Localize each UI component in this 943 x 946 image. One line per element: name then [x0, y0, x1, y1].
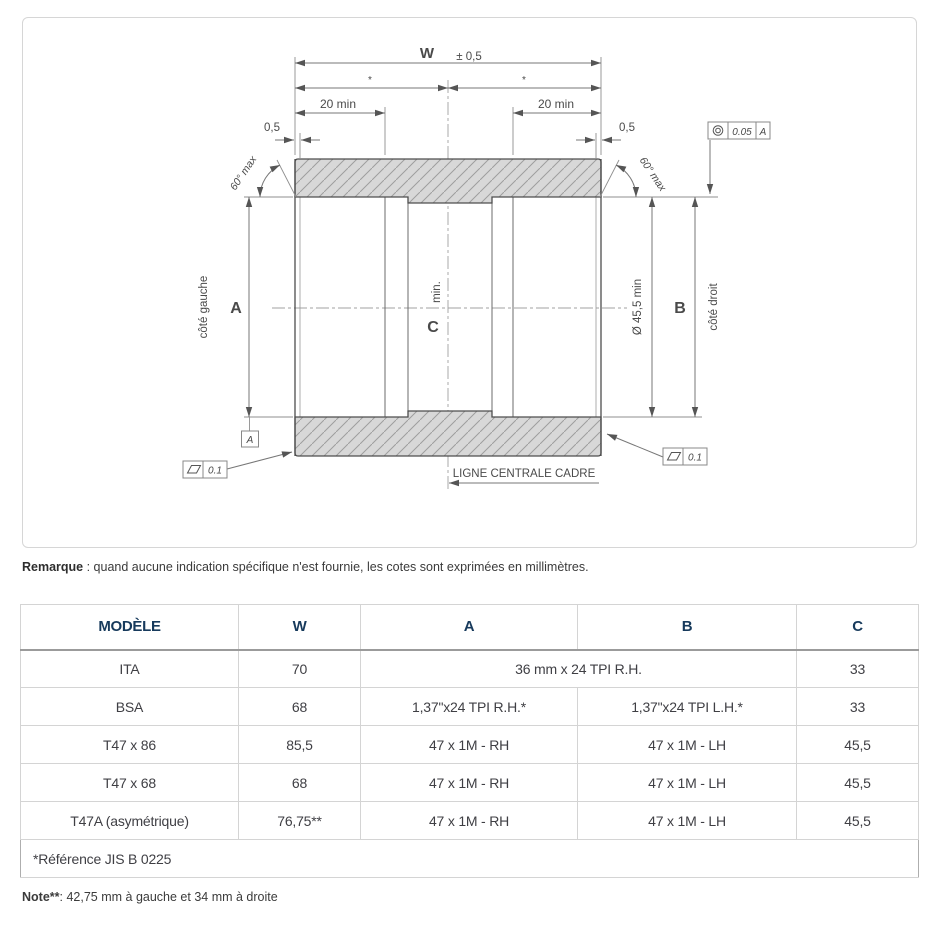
cell-c: 45,5: [797, 764, 919, 802]
table-row-ita: [21, 650, 919, 688]
cell-ab: 36 mm x 24 TPI R.H.: [361, 650, 797, 688]
spec-table: [20, 604, 919, 878]
gdt-concentricity-frame: [708, 122, 770, 139]
cell-w: 85,5: [239, 726, 361, 764]
cell-w: 68: [239, 688, 361, 726]
cell-model: T47A (asymétrique): [21, 802, 239, 840]
dim-c-qualifier: min.: [431, 281, 443, 303]
cell-b: 47 x 1M - LH: [578, 764, 797, 802]
table-footnote-row: [21, 840, 919, 878]
col-header-w: W: [239, 605, 361, 650]
gdt-flatness-left: [183, 461, 227, 478]
note-text: : 42,75 mm à gauche et 34 mm à droite: [59, 890, 278, 904]
cell-model: T47 x 86: [21, 726, 239, 764]
cell-b: 47 x 1M - LH: [578, 802, 797, 840]
side-left-label: côté gauche: [198, 275, 210, 339]
angle-right-value: 60° max: [636, 154, 669, 194]
remark-text: : quand aucune indication spécifique n'est fournie, les cotes sont exprimées en millimètres.: [83, 560, 589, 574]
gdt-flatness-right: [663, 448, 707, 465]
table-row-bsa: [21, 688, 919, 726]
remark-label: Remarque: [22, 560, 84, 574]
note-line: [22, 890, 278, 904]
cell-model: ITA: [21, 650, 239, 688]
col-header-c: C: [797, 605, 919, 650]
concentricity-tolerance: 0.05: [732, 127, 752, 138]
bore-diameter-label: Ø 45,5 min: [632, 278, 644, 336]
cell-c: 33: [797, 650, 919, 688]
cell-a: 47 x 1M - RH: [361, 802, 578, 840]
cell-c: 33: [797, 688, 919, 726]
side-right-label: côté droit: [708, 283, 720, 331]
dim-a-label: A: [230, 300, 242, 317]
cell-w: 76,75**: [239, 802, 361, 840]
spec-table-header-row: [21, 605, 919, 650]
datum-label: A: [246, 435, 254, 446]
thread-depth-left: 20 min: [319, 97, 357, 111]
col-header-modele: MODÈLE: [21, 605, 239, 650]
concentricity-datum: A: [759, 127, 767, 138]
note-label: Note**: [22, 890, 60, 904]
cell-c: 45,5: [797, 802, 919, 840]
table-row-t47a: [21, 802, 919, 840]
cell-model: BSA: [21, 688, 239, 726]
table-row-t47x68: [21, 764, 919, 802]
thread-depth-right: 20 min: [537, 97, 575, 111]
chamfer-left-value: 0,5: [264, 122, 280, 134]
flatness-left-value: 0.1: [208, 465, 222, 477]
half-width-mark-left: *: [368, 75, 372, 86]
dim-c-label: C: [427, 319, 439, 336]
cell-w: 68: [239, 764, 361, 802]
cell-c: 45,5: [797, 726, 919, 764]
flatness-right-value: 0.1: [688, 452, 702, 464]
half-width-mark-right: *: [522, 75, 526, 86]
chamfer-right-value: 0,5: [619, 122, 635, 134]
remark-line: [22, 560, 589, 574]
cell-b: 1,37"x24 TPI L.H.*: [578, 688, 797, 726]
cell-b: 47 x 1M - LH: [578, 726, 797, 764]
centerline-label: LIGNE CENTRALE CADRE: [452, 468, 596, 480]
col-header-a: A: [361, 605, 578, 650]
cell-a: 47 x 1M - RH: [361, 764, 578, 802]
table-footnote: *Référence JIS B 0225: [21, 840, 919, 878]
table-row-t47x86: [21, 726, 919, 764]
angle-left-value: 60° max: [227, 153, 260, 193]
dim-w-label: W: [419, 45, 435, 62]
gdt-datum-box: [242, 431, 259, 447]
cell-model: T47 x 68: [21, 764, 239, 802]
cell-a: 1,37"x24 TPI R.H.*: [361, 688, 578, 726]
cell-w: 70: [239, 650, 361, 688]
col-header-b: B: [578, 605, 797, 650]
dim-b-label: B: [674, 300, 686, 317]
cell-a: 47 x 1M - RH: [361, 726, 578, 764]
dim-w-tolerance: ± 0,5: [456, 51, 482, 63]
